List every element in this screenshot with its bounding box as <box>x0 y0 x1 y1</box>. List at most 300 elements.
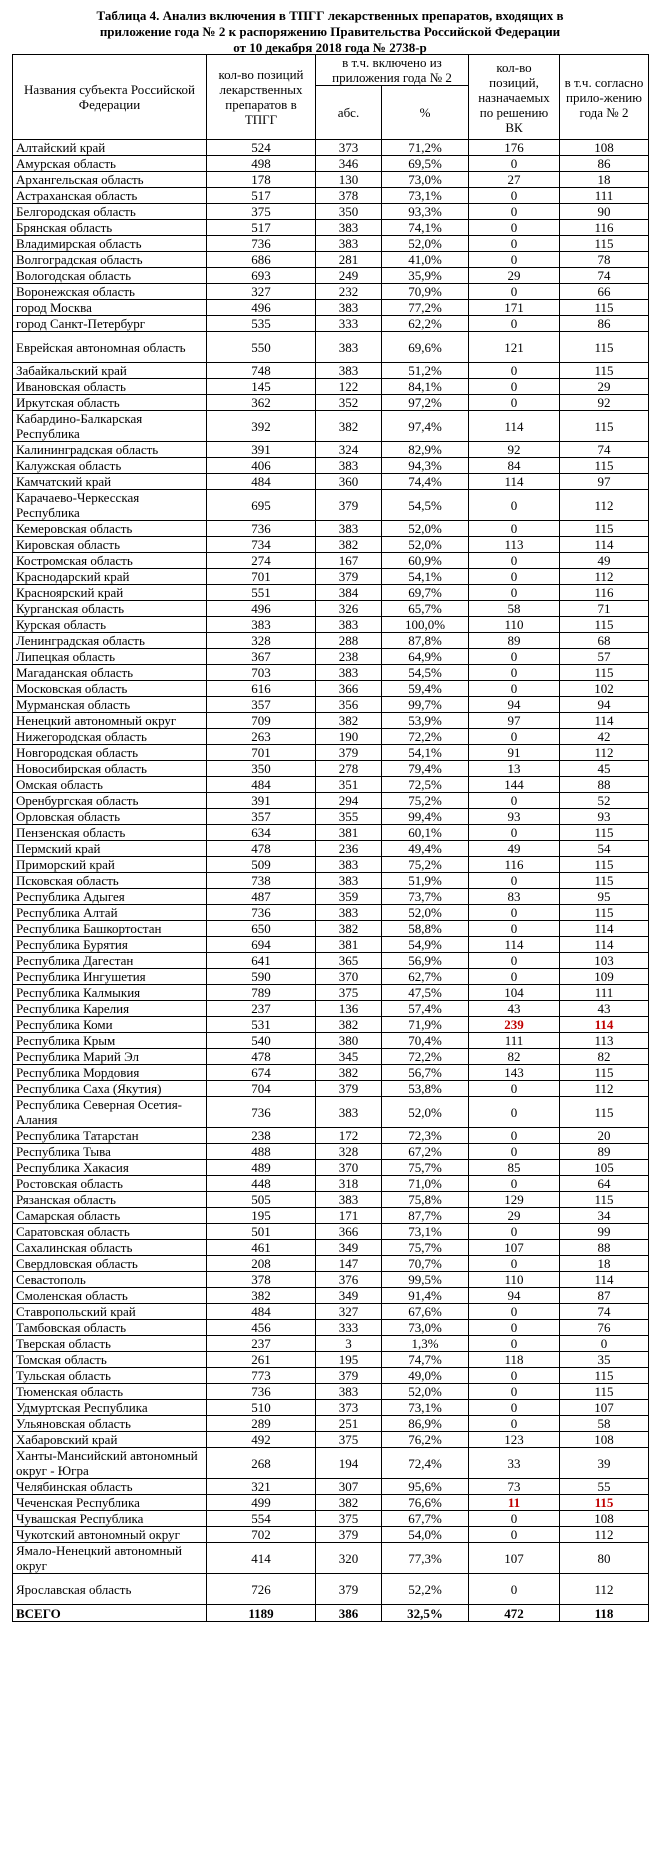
value-cell: 116 <box>469 857 560 873</box>
value-cell: 239 <box>469 1017 560 1033</box>
value-cell: 702 <box>207 1527 316 1543</box>
value-cell: 73,1% <box>382 1224 469 1240</box>
region-name-cell: Удмуртская Республика <box>13 1400 207 1416</box>
table-row <box>13 1001 649 1017</box>
table-row <box>13 236 649 252</box>
value-cell: 0 <box>469 1527 560 1543</box>
value-cell: 414 <box>207 1543 316 1574</box>
value-cell: 111 <box>560 985 649 1001</box>
value-cell: 478 <box>207 841 316 857</box>
value-cell: 86 <box>560 316 649 332</box>
table-row <box>13 268 649 284</box>
table-row <box>13 537 649 553</box>
table-row <box>13 172 649 188</box>
value-cell: 105 <box>560 1160 649 1176</box>
value-cell: 0 <box>469 729 560 745</box>
region-name-cell: Костромская область <box>13 553 207 569</box>
value-cell: 318 <box>316 1176 382 1192</box>
region-name-cell: Хабаровский край <box>13 1432 207 1448</box>
value-cell: 54 <box>560 841 649 857</box>
value-cell: 115 <box>560 1065 649 1081</box>
value-cell: 66 <box>560 284 649 300</box>
value-cell: 171 <box>469 300 560 316</box>
value-cell: 145 <box>207 379 316 395</box>
value-cell: 112 <box>560 569 649 585</box>
value-cell: 121 <box>469 332 560 363</box>
value-cell: 327 <box>316 1304 382 1320</box>
table-row <box>13 1320 649 1336</box>
value-cell: 20 <box>560 1128 649 1144</box>
value-cell: 34 <box>560 1208 649 1224</box>
region-name-cell: Тульская область <box>13 1368 207 1384</box>
value-cell: 381 <box>316 825 382 841</box>
value-cell: 115 <box>560 617 649 633</box>
value-cell: 375 <box>316 985 382 1001</box>
value-cell: 382 <box>316 1017 382 1033</box>
value-cell: 734 <box>207 537 316 553</box>
region-name-cell: Приморский край <box>13 857 207 873</box>
region-name-cell: Ямало-Ненецкий автономный округ <box>13 1543 207 1574</box>
value-cell: 75,7% <box>382 1160 469 1176</box>
value-cell: 74 <box>560 268 649 284</box>
value-cell: 379 <box>316 1527 382 1543</box>
value-cell: 379 <box>316 1574 382 1605</box>
table-row <box>13 379 649 395</box>
value-cell: 531 <box>207 1017 316 1033</box>
total-value-cell: 118 <box>560 1605 649 1622</box>
table-row <box>13 490 649 521</box>
region-name-cell: Республика Калмыкия <box>13 985 207 1001</box>
region-name-cell: Воронежская область <box>13 284 207 300</box>
value-cell: 383 <box>316 300 382 316</box>
value-cell: 94 <box>469 697 560 713</box>
region-name-cell: Республика Крым <box>13 1033 207 1049</box>
value-cell: 107 <box>560 1400 649 1416</box>
value-cell: 49,4% <box>382 841 469 857</box>
value-cell: 115 <box>560 857 649 873</box>
value-cell: 54,5% <box>382 490 469 521</box>
region-name-cell: Псковская область <box>13 873 207 889</box>
table-row <box>13 1128 649 1144</box>
table-row <box>13 889 649 905</box>
value-cell: 274 <box>207 553 316 569</box>
value-cell: 232 <box>316 284 382 300</box>
value-cell: 115 <box>560 458 649 474</box>
value-cell: 478 <box>207 1049 316 1065</box>
region-name-cell: Ненецкий автономный округ <box>13 713 207 729</box>
value-cell: 383 <box>316 458 382 474</box>
value-cell: 0 <box>469 569 560 585</box>
value-cell: 0 <box>469 585 560 601</box>
region-name-cell: Иркутская область <box>13 395 207 411</box>
value-cell: 320 <box>316 1543 382 1574</box>
table-row <box>13 1049 649 1065</box>
value-cell: 88 <box>560 777 649 793</box>
table-row <box>13 316 649 332</box>
value-cell: 11 <box>469 1495 560 1511</box>
value-cell: 375 <box>207 204 316 220</box>
value-cell: 509 <box>207 857 316 873</box>
value-cell: 498 <box>207 156 316 172</box>
value-cell: 359 <box>316 889 382 905</box>
table-row <box>13 300 649 316</box>
table-row <box>13 1416 649 1432</box>
value-cell: 71,0% <box>382 1176 469 1192</box>
value-cell: 99,4% <box>382 809 469 825</box>
value-cell: 92 <box>469 442 560 458</box>
value-cell: 550 <box>207 332 316 363</box>
value-cell: 45 <box>560 761 649 777</box>
value-cell: 350 <box>207 761 316 777</box>
value-cell: 62,2% <box>382 316 469 332</box>
region-name-cell: Республика Коми <box>13 1017 207 1033</box>
value-cell: 111 <box>560 188 649 204</box>
value-cell: 74,7% <box>382 1352 469 1368</box>
value-cell: 115 <box>560 521 649 537</box>
value-cell: 488 <box>207 1144 316 1160</box>
value-cell: 52,0% <box>382 1097 469 1128</box>
region-name-cell: Курская область <box>13 617 207 633</box>
value-cell: 703 <box>207 665 316 681</box>
table-body <box>13 140 649 1622</box>
value-cell: 35,9% <box>382 268 469 284</box>
value-cell: 130 <box>316 172 382 188</box>
value-cell: 73,1% <box>382 188 469 204</box>
value-cell: 69,6% <box>382 332 469 363</box>
table-row <box>13 188 649 204</box>
value-cell: 373 <box>316 1400 382 1416</box>
value-cell: 108 <box>560 1432 649 1448</box>
value-cell: 49 <box>469 841 560 857</box>
value-cell: 333 <box>316 1320 382 1336</box>
value-cell: 42 <box>560 729 649 745</box>
value-cell: 73,0% <box>382 1320 469 1336</box>
value-cell: 0 <box>469 953 560 969</box>
value-cell: 704 <box>207 1081 316 1097</box>
value-cell: 89 <box>469 633 560 649</box>
value-cell: 484 <box>207 777 316 793</box>
value-cell: 115 <box>560 873 649 889</box>
value-cell: 58,8% <box>382 921 469 937</box>
region-name-cell: Республика Татарстан <box>13 1128 207 1144</box>
value-cell: 0 <box>469 1128 560 1144</box>
value-cell: 392 <box>207 411 316 442</box>
value-cell: 736 <box>207 1384 316 1400</box>
value-cell: 789 <box>207 985 316 1001</box>
table-row <box>13 633 649 649</box>
table-row <box>13 1384 649 1400</box>
value-cell: 73 <box>469 1479 560 1495</box>
value-cell: 686 <box>207 252 316 268</box>
value-cell: 0 <box>469 905 560 921</box>
value-cell: 71,9% <box>382 1017 469 1033</box>
value-cell: 71,2% <box>382 140 469 156</box>
table-row <box>13 729 649 745</box>
table-row <box>13 1511 649 1527</box>
value-cell: 82 <box>560 1049 649 1065</box>
value-cell: 51,2% <box>382 363 469 379</box>
value-cell: 47,5% <box>382 985 469 1001</box>
region-name-cell: Ульяновская область <box>13 1416 207 1432</box>
value-cell: 115 <box>560 300 649 316</box>
value-cell: 87,8% <box>382 633 469 649</box>
total-row <box>13 1605 649 1622</box>
table-row <box>13 1097 649 1128</box>
value-cell: 360 <box>316 474 382 490</box>
value-cell: 147 <box>316 1256 382 1272</box>
value-cell: 70,7% <box>382 1256 469 1272</box>
table-row <box>13 442 649 458</box>
region-name-cell: Рязанская область <box>13 1192 207 1208</box>
value-cell: 379 <box>316 490 382 521</box>
value-cell: 70,4% <box>382 1033 469 1049</box>
value-cell: 461 <box>207 1240 316 1256</box>
value-cell: 0 <box>469 665 560 681</box>
value-cell: 650 <box>207 921 316 937</box>
value-cell: 3 <box>316 1336 382 1352</box>
value-cell: 115 <box>560 1368 649 1384</box>
value-cell: 383 <box>316 332 382 363</box>
value-cell: 517 <box>207 188 316 204</box>
value-cell: 92 <box>560 395 649 411</box>
table-row <box>13 601 649 617</box>
region-name-cell: Краснодарский край <box>13 569 207 585</box>
table-row <box>13 1065 649 1081</box>
value-cell: 52,0% <box>382 236 469 252</box>
value-cell: 172 <box>316 1128 382 1144</box>
region-name-cell: Кабардино-Балкарская Республика <box>13 411 207 442</box>
region-name-cell: Новосибирская область <box>13 761 207 777</box>
value-cell: 72,5% <box>382 777 469 793</box>
value-cell: 49,0% <box>382 1368 469 1384</box>
value-cell: 505 <box>207 1192 316 1208</box>
value-cell: 107 <box>469 1240 560 1256</box>
value-cell: 380 <box>316 1033 382 1049</box>
value-cell: 78 <box>560 252 649 268</box>
value-cell: 641 <box>207 953 316 969</box>
table-row <box>13 1272 649 1288</box>
value-cell: 365 <box>316 953 382 969</box>
region-name-cell: Республика Дагестан <box>13 953 207 969</box>
region-name-cell: Волгоградская область <box>13 252 207 268</box>
value-cell: 67,7% <box>382 1511 469 1527</box>
value-cell: 115 <box>560 236 649 252</box>
value-cell: 289 <box>207 1416 316 1432</box>
value-cell: 748 <box>207 363 316 379</box>
table-row <box>13 857 649 873</box>
value-cell: 143 <box>469 1065 560 1081</box>
value-cell: 54,1% <box>382 569 469 585</box>
value-cell: 56,7% <box>382 1065 469 1081</box>
value-cell: 112 <box>560 745 649 761</box>
table-row <box>13 395 649 411</box>
value-cell: 49 <box>560 553 649 569</box>
value-cell: 379 <box>316 1368 382 1384</box>
table-row <box>13 745 649 761</box>
region-name-cell: Магаданская область <box>13 665 207 681</box>
value-cell: 0 <box>469 316 560 332</box>
value-cell: 328 <box>316 1144 382 1160</box>
value-cell: 103 <box>560 953 649 969</box>
value-cell: 97 <box>560 474 649 490</box>
value-cell: 0 <box>469 1097 560 1128</box>
header-percent: % <box>382 86 469 140</box>
value-cell: 333 <box>316 316 382 332</box>
region-name-cell: Ярославская область <box>13 1574 207 1605</box>
value-cell: 379 <box>316 745 382 761</box>
value-cell: 383 <box>316 665 382 681</box>
value-cell: 694 <box>207 937 316 953</box>
header-included-group: в т.ч. включено из приложения года № 2 <box>316 55 469 86</box>
value-cell: 109 <box>560 969 649 985</box>
region-name-cell: Республика Мордовия <box>13 1065 207 1081</box>
header-region: Названия субъекта Российской Федерации <box>13 55 207 140</box>
region-name-cell: Липецкая область <box>13 649 207 665</box>
region-name-cell: Свердловская область <box>13 1256 207 1272</box>
value-cell: 355 <box>316 809 382 825</box>
value-cell: 0 <box>469 681 560 697</box>
value-cell: 72,2% <box>382 1049 469 1065</box>
table-row <box>13 363 649 379</box>
value-cell: 0 <box>469 1081 560 1097</box>
value-cell: 237 <box>207 1001 316 1017</box>
value-cell: 69,7% <box>382 585 469 601</box>
region-name-cell: Республика Адыгея <box>13 889 207 905</box>
table-row <box>13 140 649 156</box>
value-cell: 88 <box>560 1240 649 1256</box>
table-row <box>13 873 649 889</box>
value-cell: 194 <box>316 1448 382 1479</box>
region-name-cell: Самарская область <box>13 1208 207 1224</box>
value-cell: 73,7% <box>382 889 469 905</box>
region-name-cell: Пензенская область <box>13 825 207 841</box>
table-row <box>13 985 649 1001</box>
value-cell: 0 <box>469 825 560 841</box>
total-label: ВСЕГО <box>13 1605 207 1622</box>
value-cell: 383 <box>316 363 382 379</box>
value-cell: 535 <box>207 316 316 332</box>
region-name-cell: Красноярский край <box>13 585 207 601</box>
value-cell: 76,2% <box>382 1432 469 1448</box>
value-cell: 349 <box>316 1240 382 1256</box>
region-name-cell: Саратовская область <box>13 1224 207 1240</box>
value-cell: 268 <box>207 1448 316 1479</box>
table-row <box>13 1208 649 1224</box>
value-cell: 144 <box>469 777 560 793</box>
value-cell: 94 <box>469 1288 560 1304</box>
header-abs: абс. <box>316 86 382 140</box>
value-cell: 77,2% <box>382 300 469 316</box>
region-name-cell: Республика Тыва <box>13 1144 207 1160</box>
value-cell: 84 <box>469 458 560 474</box>
value-cell: 517 <box>207 220 316 236</box>
value-cell: 382 <box>316 411 382 442</box>
region-name-cell: Ленинградская область <box>13 633 207 649</box>
value-cell: 0 <box>469 1256 560 1272</box>
value-cell: 114 <box>560 713 649 729</box>
value-cell: 0 <box>469 1416 560 1432</box>
value-cell: 43 <box>560 1001 649 1017</box>
value-cell: 456 <box>207 1320 316 1336</box>
value-cell: 0 <box>469 1176 560 1192</box>
value-cell: 366 <box>316 681 382 697</box>
value-cell: 18 <box>560 1256 649 1272</box>
value-cell: 53,9% <box>382 713 469 729</box>
value-cell: 13 <box>469 761 560 777</box>
region-name-cell: город Санкт-Петербург <box>13 316 207 332</box>
table-row <box>13 458 649 474</box>
value-cell: 82,9% <box>382 442 469 458</box>
value-cell: 0 <box>469 969 560 985</box>
value-cell: 77,3% <box>382 1543 469 1574</box>
value-cell: 99,5% <box>382 1272 469 1288</box>
table-row <box>13 1574 649 1605</box>
region-name-cell: Кемеровская область <box>13 521 207 537</box>
value-cell: 53,8% <box>382 1081 469 1097</box>
value-cell: 709 <box>207 713 316 729</box>
value-cell: 90 <box>560 204 649 220</box>
value-cell: 0 <box>469 521 560 537</box>
value-cell: 52,0% <box>382 1384 469 1400</box>
table-row <box>13 649 649 665</box>
value-cell: 0 <box>469 1336 560 1352</box>
value-cell: 29 <box>469 1208 560 1224</box>
value-cell: 0 <box>469 395 560 411</box>
value-cell: 123 <box>469 1432 560 1448</box>
value-cell: 112 <box>560 490 649 521</box>
region-name-cell: Республика Саха (Якутия) <box>13 1081 207 1097</box>
table-row <box>13 1144 649 1160</box>
value-cell: 321 <box>207 1479 316 1495</box>
value-cell: 94,3% <box>382 458 469 474</box>
value-cell: 726 <box>207 1574 316 1605</box>
title-line-1: Таблица 4. Анализ включения в ТПГГ лекарственных препаратов, входящих в <box>96 8 564 23</box>
value-cell: 112 <box>560 1574 649 1605</box>
region-name-cell: Карачаево-Черкесская Республика <box>13 490 207 521</box>
value-cell: 99 <box>560 1224 649 1240</box>
value-cell: 56,9% <box>382 953 469 969</box>
value-cell: 357 <box>207 809 316 825</box>
region-name-cell: Кировская область <box>13 537 207 553</box>
total-value-cell: 472 <box>469 1605 560 1622</box>
table-row <box>13 1017 649 1033</box>
value-cell: 18 <box>560 172 649 188</box>
value-cell: 93,3% <box>382 204 469 220</box>
region-name-cell: Оренбургская область <box>13 793 207 809</box>
value-cell: 87,7% <box>382 1208 469 1224</box>
value-cell: 383 <box>316 873 382 889</box>
value-cell: 58 <box>560 1416 649 1432</box>
value-cell: 0 <box>469 363 560 379</box>
value-cell: 0 <box>469 490 560 521</box>
table-row <box>13 332 649 363</box>
value-cell: 190 <box>316 729 382 745</box>
value-cell: 91 <box>469 745 560 761</box>
value-cell: 107 <box>469 1543 560 1574</box>
table-row <box>13 1081 649 1097</box>
value-cell: 0 <box>469 793 560 809</box>
value-cell: 251 <box>316 1416 382 1432</box>
value-cell: 0 <box>469 1320 560 1336</box>
value-cell: 352 <box>316 395 382 411</box>
value-cell: 72,2% <box>382 729 469 745</box>
value-cell: 57 <box>560 649 649 665</box>
value-cell: 249 <box>316 268 382 284</box>
region-name-cell: Мурманская область <box>13 697 207 713</box>
value-cell: 383 <box>316 617 382 633</box>
region-name-cell: Республика Алтай <box>13 905 207 921</box>
value-cell: 383 <box>316 1192 382 1208</box>
